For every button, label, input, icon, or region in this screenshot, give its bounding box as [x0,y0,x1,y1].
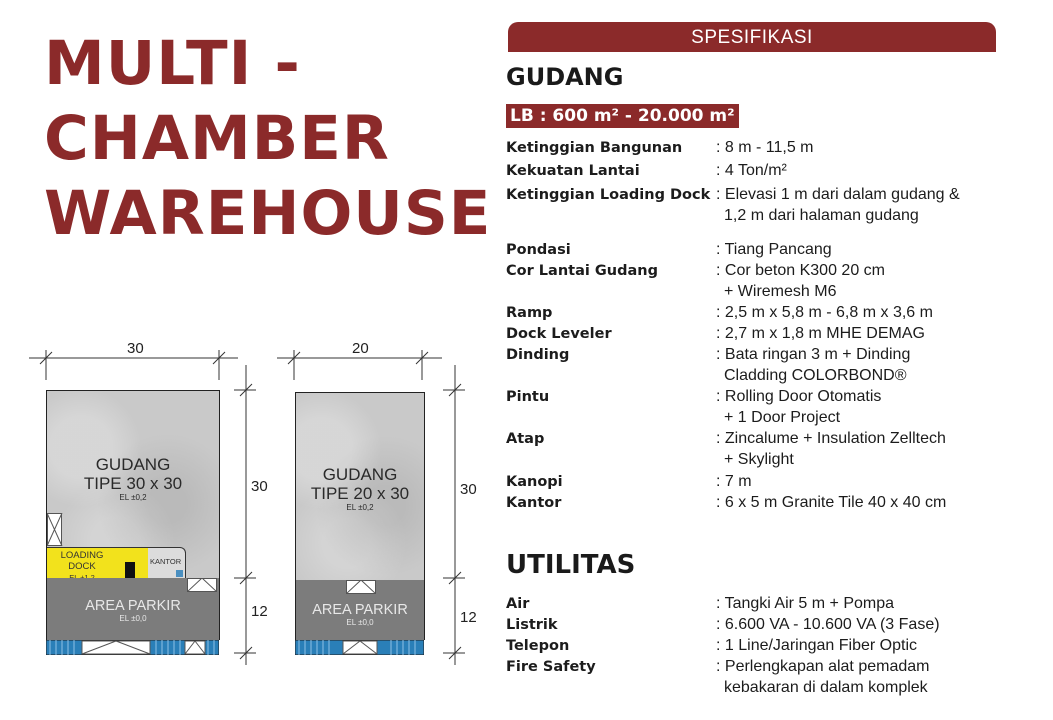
spec-value: : Tiang Pancang [716,241,832,258]
page-title [44,26,491,251]
spec-label: Pondasi [506,242,571,258]
spec-value: : Tangki Air 5 m + Pompa [716,595,895,612]
spec-value: : Bata ringan 3 m + Dinding [716,346,911,363]
dock-door [125,562,135,579]
spec-header: SPESIFIKASI [508,22,996,52]
plan1-loading-dock [47,547,149,580]
spec-label: Ketinggian Bangunan [506,140,683,156]
spec-label: Kanopi [506,474,563,490]
loading-dock-label: LOADING DOCK [60,550,104,572]
plan2-parking-area [295,580,425,640]
gudang-heading: GUDANG [506,63,624,91]
spec-value: : Perlengkapan alat pemadam [716,658,930,675]
spec-value: : 6 x 5 m Granite Tile 40 x 40 cm [716,494,947,511]
spec-value: : Elevasi 1 m dari dalam gudang & [716,186,960,203]
spec-value: : Cor beton K300 20 cm [716,262,885,279]
lb-badge: LB : 600 m² - 20.000 m² [506,104,739,128]
spec-value-continuation: + Wiremesh M6 [724,283,837,300]
plan2-elevation: EL ±0,2 [346,503,374,512]
plan1-warehouse-area [46,390,220,579]
spec-value-continuation: + Skylight [724,451,794,468]
plan1-office [148,547,186,580]
spec-label: Listrik [506,617,558,633]
spec-label: Pintu [506,389,550,405]
plan2-parking-elevation: EL ±0,0 [346,618,374,627]
spec-label: Cor Lantai Gudang [506,263,658,279]
plan1-parking-elevation: EL ±0,0 [119,614,147,623]
spec-value: : 6.600 VA - 10.600 VA (3 Fase) [716,616,940,633]
spec-value: : 1 Line/Jaringan Fiber Optic [716,637,917,654]
spec-label: Fire Safety [506,659,596,675]
spec-label: Ketinggian Loading Dock [506,187,711,203]
plan1-gate-stripe [46,640,219,655]
plan2-width-label: 20 [352,340,369,357]
spec-value: : 8 m - 11,5 m [716,139,814,156]
plan2-gate-stripe [295,640,424,655]
spec-value-continuation: Cladding COLORBOND® [724,367,907,384]
spec-value-continuation: kebakaran di dalam komplek [724,679,928,696]
plan2-parking-label: AREA PARKIR [312,602,408,618]
spec-label: Dock Leveler [506,326,612,342]
plan1-name-line2: TIPE 30 x 30 [83,474,183,493]
plan1-width-label: 30 [127,340,144,357]
office-door [176,570,183,577]
title-line-3: WAREHOUSE [44,178,492,249]
spec-value-continuation: 1,2 m dari halaman gudang [724,207,919,224]
spec-label: Dinding [506,347,570,363]
spec-value: : Rolling Door Otomatis [716,388,882,405]
title-line-2: CHAMBER [44,103,390,174]
plan2-warehouse-area [295,392,425,581]
plan1-left-ramp [47,513,63,547]
plan2-name-line2: TIPE 20 x 30 [310,484,410,503]
spec-value: : 4 Ton/m² [716,162,787,179]
spec-label: Telepon [506,638,570,654]
title-line-1: MULTI - [44,28,301,99]
plan1-parking-depth-label: 12 [251,603,268,620]
spec-value: : 2,7 m x 1,8 m MHE DEMAG [716,325,925,342]
spec-value: : 7 m [716,473,752,490]
utilitas-heading: UTILITAS [506,550,636,580]
plan2-parking-depth-label: 12 [460,609,477,626]
spec-label: Atap [506,431,545,447]
plan2-name-line1: GUDANG [322,465,398,484]
spec-label: Ramp [506,305,553,321]
spec-label: Kantor [506,495,562,511]
plan2-ramp [346,580,376,594]
spec-value: : Zincalume + Insulation Zelltech [716,430,946,447]
office-label: KANTOR [150,557,182,566]
plan1-ramp [187,578,217,592]
plan1-parking-label: AREA PARKIR [85,598,181,614]
plan1-parking-area [46,578,220,640]
plan1-name-line1: GUDANG [95,455,171,474]
spec-value: : 2,5 m x 5,8 m - 6,8 m x 3,6 m [716,304,933,321]
spec-label: Air [506,596,530,612]
spec-label: Kekuatan Lantai [506,163,640,179]
plan2-depth-label: 30 [460,481,477,498]
plan1-elevation: EL ±0,2 [119,493,147,502]
plan1-depth-label: 30 [251,478,268,495]
spec-value-continuation: + 1 Door Project [724,409,841,426]
